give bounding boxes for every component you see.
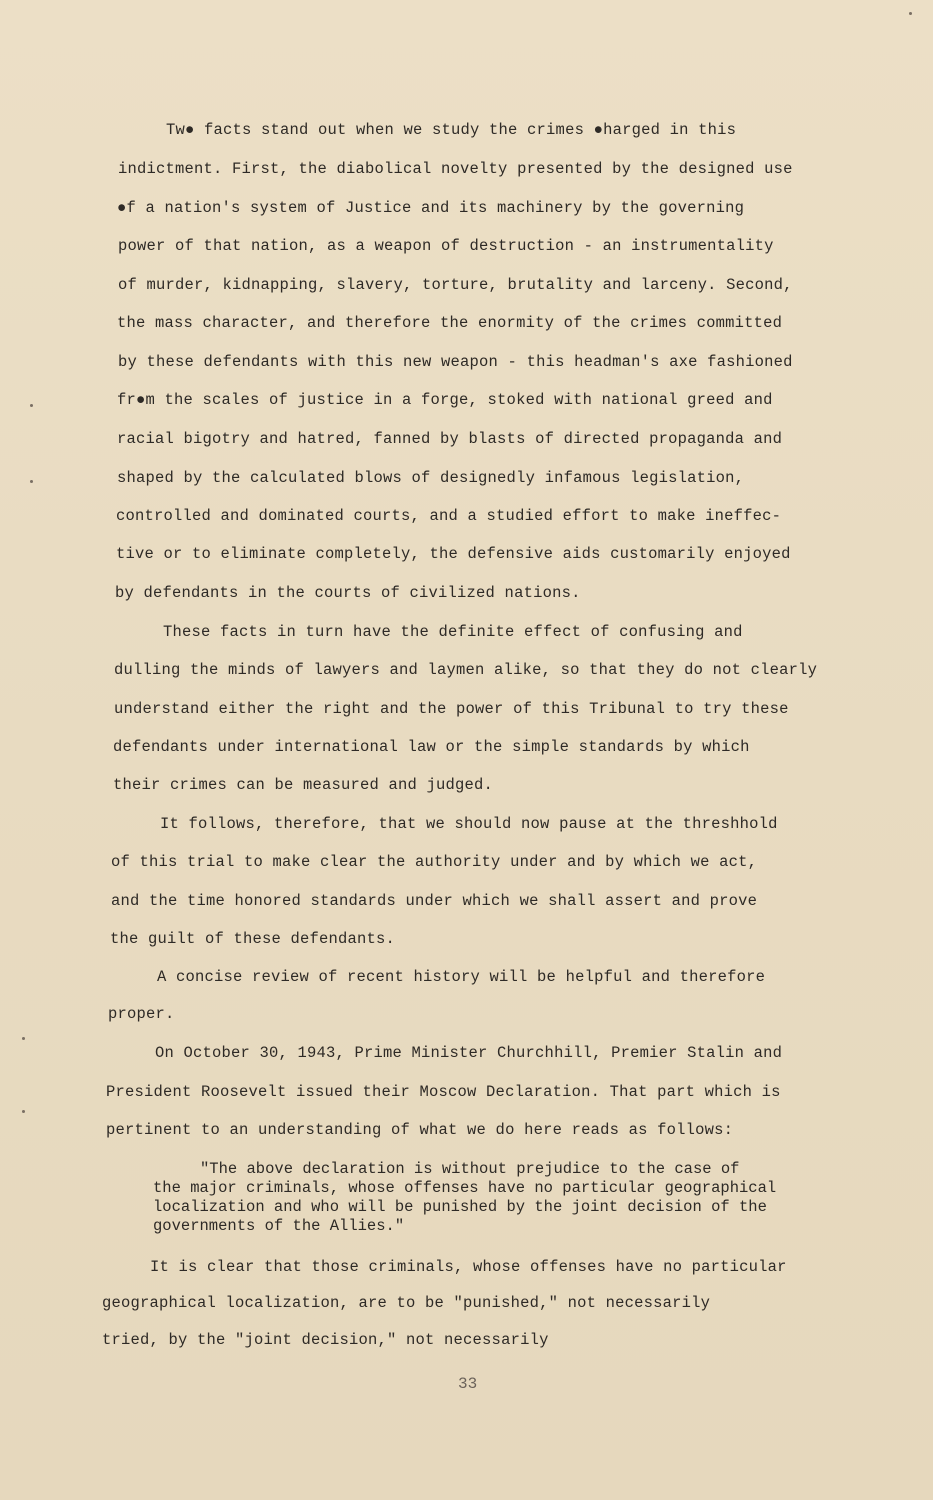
text-line: tive or to eliminate completely, the defensive aids customarily enjoyed [116,545,791,563]
text-line: It follows, therefore, that we should now pause at the threshhold [160,815,778,833]
text-line: racial bigotry and hatred, fanned by blasts of directed propaganda and [117,430,783,448]
paper-speck [909,12,912,15]
paper-speck [30,480,33,483]
text-line: ●f a nation's system of Justice and its machinery by the governing [117,199,745,217]
quote-line: the major criminals, whose offenses have no particular geographical [153,1179,777,1197]
quote-line: localization and who will be punished by the joint decision of the [153,1198,767,1216]
paper-speck [22,1110,25,1113]
page-number: 33 [458,1375,478,1393]
text-line: indictment. First, the diabolical novelty presented by the designed use [118,160,793,178]
text-line: of murder, kidnapping, slavery, torture, brutality and larceny. Second, [118,276,793,294]
text-line: tried, by the "joint decision," not necessarily [102,1331,549,1349]
text-line: Tw● facts stand out when we study the crimes ●harged in this [166,121,737,139]
text-line: their crimes can be measured and judged. [113,776,494,794]
text-line: pertinent to an understanding of what we do here reads as follows: [106,1121,734,1139]
text-line: of this trial to make clear the authority under and by which we act, [111,853,758,871]
text-line: understand either the right and the power of this Tribunal to try these [114,700,789,718]
text-line: the mass character, and therefore the enormity of the crimes committed [117,314,783,332]
text-line: On October 30, 1943, Prime Minister Churchhill, Premier Stalin and [155,1044,783,1062]
text-line: the guilt of these defendants. [110,930,396,948]
text-line: controlled and dominated courts, and a studied effort to make ineffec- [116,507,782,525]
text-line: It is clear that those criminals, whose offenses have no particular [150,1258,787,1276]
text-line: These facts in turn have the definite effect of confusing and [163,623,743,641]
text-line: defendants under international law or the simple standards by which [113,738,750,756]
quote-line: governments of the Allies." [153,1217,405,1235]
text-line: dulling the minds of lawyers and laymen alike, so that they do not clearly [114,661,818,679]
text-line: proper. [108,1005,175,1023]
text-line: A concise review of recent history will be helpful and therefore [157,968,766,986]
text-line: shaped by the calculated blows of designedly infamous legislation, [117,469,745,487]
text-line: by these defendants with this new weapon - this headman's axe fashioned [118,353,793,371]
text-line: fr●m the scales of justice in a forge, stoked with national greed and [117,391,773,409]
text-line: by defendants in the courts of civilized nations. [115,584,581,602]
text-line: power of that nation, as a weapon of destruction - an instrumentality [118,237,774,255]
paper-speck [22,1037,25,1040]
text-line: President Roosevelt issued their Moscow Declaration. That part which is [106,1083,781,1101]
paper-speck [30,404,33,407]
text-line: and the time honored standards under which we shall assert and prove [111,892,758,910]
text-line: geographical localization, are to be "punished," not necessarily [102,1294,711,1312]
block-quote [153,1160,776,1236]
quote-line: "The above declaration is without prejudice to the case of [200,1160,740,1178]
